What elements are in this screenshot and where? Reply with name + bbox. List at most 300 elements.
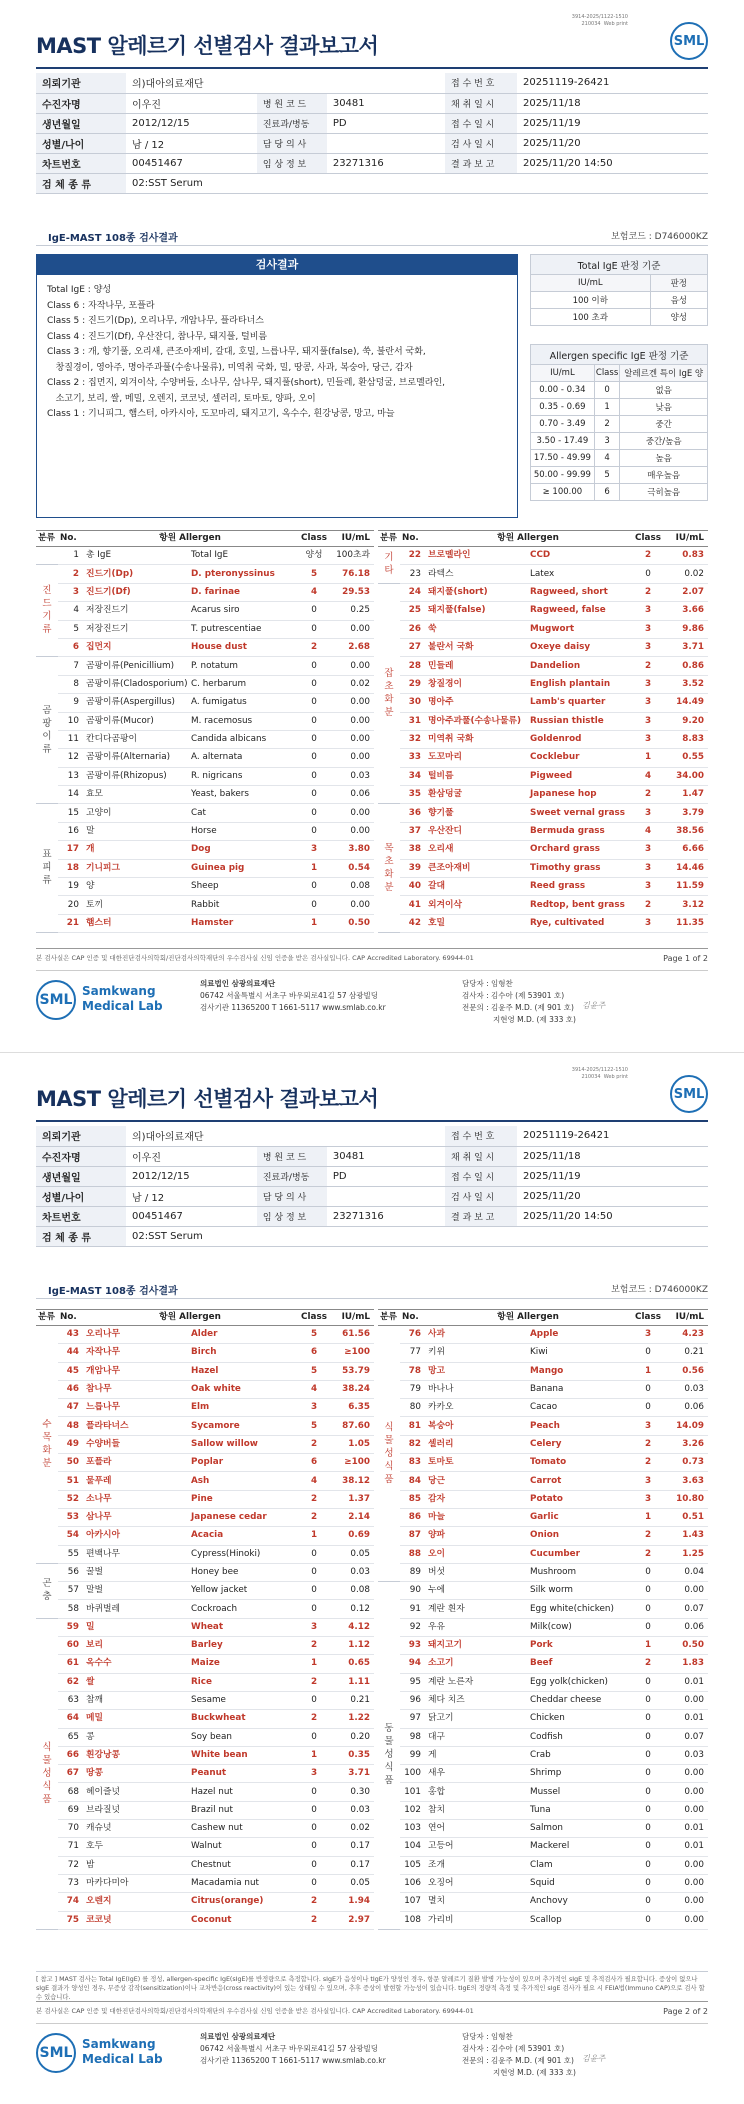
allergen-iu: 76.18: [332, 565, 374, 583]
col-class: Class: [630, 531, 666, 547]
criteria-cell: 2: [594, 416, 620, 433]
allergen-group: [36, 657, 58, 804]
allergen-iu: 2.68: [332, 638, 374, 656]
allergen-en: Elm: [189, 1399, 296, 1417]
allergen-en: Codfish: [528, 1728, 630, 1746]
staff-line: 검사자 : 김수아 (제 53901 호): [462, 2044, 565, 2053]
section-rule: [36, 245, 708, 246]
allergen-iu: 1.43: [666, 1527, 708, 1545]
info-doc: [327, 133, 445, 153]
allergen-en: Hazel nut: [189, 1783, 296, 1801]
info-spec_label: 검 체 종 류: [36, 1226, 126, 1246]
result-summary-box: [36, 254, 518, 518]
allergen-no: 22: [400, 547, 426, 565]
allergen-en: Potato: [528, 1490, 630, 1508]
allergen-row: [36, 1344, 374, 1362]
allergen-iu: 9.20: [666, 712, 708, 730]
allergen-no: 75: [58, 1911, 84, 1929]
doctor-signature: 김윤주: [582, 2054, 606, 2063]
allergen-class: 3: [630, 694, 666, 712]
allergen-iu: 38.56: [666, 822, 708, 840]
group-label: 기타: [384, 552, 394, 577]
accreditation-note: 본 검사실은 CAP 인증 및 대한진단검사의학회/진단검사의학재단의 우수검사실 신임 인증을 받은 검사실입니다. CAP Accredited Laboratory. 69944-01: [36, 2007, 474, 2015]
allergen-no: 69: [58, 1801, 84, 1819]
allergen-class: 2: [630, 1435, 666, 1453]
allergen-en: House dust: [189, 638, 296, 656]
allergen-no: 49: [58, 1435, 84, 1453]
info-name_label: 수진자명: [36, 93, 126, 113]
allergen-kr: 헤이즐넛: [84, 1783, 189, 1801]
allergen-en: Dog: [189, 841, 296, 859]
allergen-kr: 삼나무: [84, 1508, 189, 1526]
allergen-class: 1: [296, 1655, 332, 1673]
allergen-kr: 총 IgE: [84, 547, 189, 565]
allergen-iu: 1.05: [332, 1435, 374, 1453]
insurance-code: 보험코드 : D746000KZ: [611, 232, 708, 242]
allergen-en: Crab: [528, 1746, 630, 1764]
allergen-kr: 게: [426, 1746, 528, 1764]
allergen-class: 6: [296, 1454, 332, 1472]
allergen-kr: 외겨이삭: [426, 896, 528, 914]
criteria-cell: 중간/높음: [620, 433, 708, 450]
allergen-no: 71: [58, 1838, 84, 1856]
allergen-en: Citrus(orange): [189, 1893, 296, 1911]
allergen-class: 2: [630, 583, 666, 601]
allergen-no: 5: [58, 620, 84, 638]
allergen-iu: 0.03: [666, 1746, 708, 1764]
allergen-class: 3: [630, 914, 666, 932]
allergen-no: 50: [58, 1454, 84, 1472]
info-sex_label: 성별/나이: [36, 1186, 126, 1206]
header-rule: [36, 67, 708, 69]
col-class: Class: [630, 1310, 666, 1326]
info-chart_label: 차트번호: [36, 153, 126, 173]
allergen-en: Ash: [189, 1472, 296, 1490]
allergen-en: Soy bean: [189, 1728, 296, 1746]
allergen-en: Shrimp: [528, 1765, 630, 1783]
allergen-en: Alder: [189, 1326, 296, 1344]
allergen-iu: 0.83: [666, 547, 708, 565]
lab-org: 의료법인 삼광의료재단: [200, 2032, 276, 2041]
allergen-group: [378, 804, 400, 933]
allergen-class: 0: [296, 1783, 332, 1801]
allergen-no: 87: [400, 1527, 426, 1545]
allergen-no: 41: [400, 896, 426, 914]
allergen-kr: 향기풀: [426, 804, 528, 822]
allergen-row: [378, 1801, 708, 1819]
allergen-no: 46: [58, 1380, 84, 1398]
allergen-kr: 말벌: [84, 1582, 189, 1600]
allergen-en: Russian thistle: [528, 712, 630, 730]
allergen-iu: 0.07: [666, 1600, 708, 1618]
allergen-kr: 코코넛: [84, 1911, 189, 1929]
section-title: IgE-MAST 108종 검사결과: [48, 1286, 178, 1297]
allergen-row: [36, 1472, 374, 1490]
allergen-class: 3: [630, 712, 666, 730]
allergen-no: 101: [400, 1783, 426, 1801]
allergen-row: [378, 1380, 708, 1398]
col-no: No.: [400, 1310, 426, 1326]
allergen-no: 34: [400, 767, 426, 785]
criteria-cell: 100 초과: [531, 309, 651, 326]
allergen-row: [36, 896, 374, 914]
col-class: Class: [296, 1310, 332, 1326]
allergen-group: [36, 1563, 58, 1618]
allergen-kr: 새우: [426, 1765, 528, 1783]
allergen-class: 1: [630, 1637, 666, 1655]
allergen-iu: 11.35: [666, 914, 708, 932]
allergen-class: 1: [296, 859, 332, 877]
allergen-no: 4: [58, 602, 84, 620]
allergen-iu: 0.21: [332, 1691, 374, 1709]
allergen-en: D. farinae: [189, 583, 296, 601]
allergen-en: Japanese cedar: [189, 1508, 296, 1526]
allergen-row: [378, 749, 708, 767]
allergen-kr: 체다 치즈: [426, 1691, 528, 1709]
allergen-class: 4: [630, 822, 666, 840]
info-clin: 23271316: [327, 1206, 445, 1226]
allergen-row: [36, 1490, 374, 1508]
allergen-row: [378, 1399, 708, 1417]
info-dept: PD: [327, 1166, 445, 1186]
allergen-class: 0: [296, 822, 332, 840]
allergen-iu: ≥100: [332, 1344, 374, 1362]
allergen-no: 15: [58, 804, 84, 822]
allergen-iu: 6.35: [332, 1399, 374, 1417]
allergen-no: 77: [400, 1344, 426, 1362]
allergen-row: [36, 804, 374, 822]
allergen-kr: 닭고기: [426, 1710, 528, 1728]
allergen-no: 33: [400, 749, 426, 767]
allergen-class: 2: [296, 1435, 332, 1453]
criteria-row: [531, 467, 708, 484]
lab-brand: [82, 2037, 163, 2067]
allergen-table: [36, 530, 374, 933]
criteria-cell: 4: [594, 450, 620, 467]
allergen-class: 2: [630, 786, 666, 804]
allergen-en: Sycamore: [189, 1417, 296, 1435]
allergen-class: 0: [630, 1399, 666, 1417]
group-label: 곰팡이류: [42, 704, 52, 755]
allergen-kr: 흰강낭콩: [84, 1746, 189, 1764]
info-name: 이우진: [126, 93, 257, 113]
criteria-cell: 높음: [620, 450, 708, 467]
allergen-kr: 호두: [84, 1838, 189, 1856]
allergen-no: 100: [400, 1765, 426, 1783]
allergen-kr: 민들레: [426, 657, 528, 675]
allergen-kr: 우산잔디: [426, 822, 528, 840]
allergen-kr: 대구: [426, 1728, 528, 1746]
allergen-row: [36, 1637, 374, 1655]
allergen-kr: 미역취 국화: [426, 730, 528, 748]
allergen-class: 4: [630, 767, 666, 785]
info-code_label: 병 원 코 드: [257, 1146, 327, 1166]
allergen-no: 54: [58, 1527, 84, 1545]
allergen-kr: 갈대: [426, 878, 528, 896]
criteria-row: [531, 309, 708, 326]
info-test_label: 검 사 일 시: [445, 133, 517, 153]
allergen-kr: 브로멜라인: [426, 547, 528, 565]
allergen-class: 5: [296, 565, 332, 583]
allergen-en: Honey bee: [189, 1563, 296, 1581]
allergen-no: 2: [58, 565, 84, 583]
criteria-cell: 없음: [620, 382, 708, 399]
criteria-row: [531, 433, 708, 450]
allergen-kr: 감자: [426, 1490, 528, 1508]
criteria-cell: 0.35 - 0.69: [531, 399, 595, 416]
allergen-class: 1: [630, 1362, 666, 1380]
allergen-row: [378, 694, 708, 712]
col-allergen: 항원 Allergen: [84, 1310, 296, 1326]
info-spec: 02:SST Serum: [126, 1226, 708, 1246]
allergen-kr: 진드기(Df): [84, 583, 189, 601]
allergen-row: [36, 675, 374, 693]
allergen-kr: 브라질넛: [84, 1801, 189, 1819]
allergen-row: [378, 786, 708, 804]
allergen-iu: ≥100: [332, 1454, 374, 1472]
allergen-no: 92: [400, 1618, 426, 1636]
allergen-no: 66: [58, 1746, 84, 1764]
allergen-class: 0: [296, 749, 332, 767]
criteria-head: Class: [594, 365, 620, 382]
allergen-iu: 4.12: [332, 1618, 374, 1636]
allergen-row: [378, 1691, 708, 1709]
allergen-en: Latex: [528, 565, 630, 583]
info-code: 30481: [327, 93, 445, 113]
allergen-iu: 1.94: [332, 1893, 374, 1911]
allergen-en: Barley: [189, 1637, 296, 1655]
allergen-row: [36, 638, 374, 656]
allergen-class: 3: [630, 1472, 666, 1490]
allergen-class: 3: [630, 841, 666, 859]
staff-line: 검사자 : 김수아 (제 53901 호): [462, 991, 565, 1000]
allergen-no: 108: [400, 1911, 426, 1929]
allergen-row: [36, 1893, 374, 1911]
result-summary-header: 검사결과: [37, 255, 517, 275]
allergen-kr: 누에: [426, 1582, 528, 1600]
allergen-iu: 0.73: [666, 1454, 708, 1472]
allergen-row: [36, 694, 374, 712]
criteria-cell: 1: [594, 399, 620, 416]
allergen-no: 23: [400, 565, 426, 583]
allergen-class: 2: [630, 896, 666, 914]
lab-footer: [36, 978, 708, 1038]
group-label: 식물성식품: [42, 1741, 52, 1805]
allergen-kr: 자작나무: [84, 1344, 189, 1362]
allergen-iu: 0.02: [332, 1820, 374, 1838]
col-iu: IU/mL: [332, 531, 374, 547]
allergen-class: 4: [296, 1380, 332, 1398]
result-summary-body: [37, 275, 517, 431]
allergen-group: [378, 583, 400, 804]
allergen-class: 0: [630, 1746, 666, 1764]
allergen-en: Cypress(Hinoki): [189, 1545, 296, 1563]
lab-tel: 검사기관 11365200 T 1661-5117 www.smlab.co.kr: [200, 1003, 386, 1012]
allergen-kr: 돼지풀(short): [426, 583, 528, 601]
allergen-row: [378, 859, 708, 877]
allergen-iu: 3.66: [666, 602, 708, 620]
allergen-class: 0: [296, 620, 332, 638]
allergen-kr: 불란서 국화: [426, 638, 528, 656]
allergen-no: 73: [58, 1874, 84, 1892]
criteria-cell: 낮음: [620, 399, 708, 416]
allergen-kr: 우유: [426, 1618, 528, 1636]
allergen-no: 61: [58, 1655, 84, 1673]
info-doc_label: 담 당 의 사: [257, 133, 327, 153]
brand-line-1: Samkwang: [82, 2037, 156, 2051]
allergen-no: 95: [400, 1673, 426, 1691]
allergen-row: [36, 565, 374, 583]
footer-rule-2: [36, 2023, 708, 2024]
allergen-iu: 0.01: [666, 1838, 708, 1856]
lab-org: 의료법인 삼광의료재단: [200, 979, 276, 988]
allergen-en: Dandelion: [528, 657, 630, 675]
allergen-no: 79: [400, 1380, 426, 1398]
result-line: Class 4 : 진드기(Df), 우산잔디, 참나무, 돼지풀, 털비름: [47, 331, 268, 342]
allergen-en: Onion: [528, 1527, 630, 1545]
criteria-head: IU/mL: [531, 275, 651, 292]
allergen-class: 1: [630, 749, 666, 767]
info-rcpt: 2025/11/19: [517, 1166, 708, 1186]
info-recv_label: 접 수 번 호: [445, 1126, 517, 1146]
allergen-en: Orchard grass: [528, 841, 630, 859]
allergen-iu: 0.01: [666, 1820, 708, 1838]
allergen-class: 3: [630, 878, 666, 896]
allergen-iu: 0.56: [666, 1362, 708, 1380]
allergen-no: 18: [58, 859, 84, 877]
criteria-cell: 3.50 - 17.49: [531, 433, 595, 450]
lab-staff: [462, 2031, 576, 2079]
info-sex: 남 / 12: [126, 1186, 257, 1206]
allergen-en: Egg white(chicken): [528, 1600, 630, 1618]
info-report_label: 결 과 보 고: [445, 1206, 517, 1226]
info-dept_label: 진료과/병동: [257, 113, 327, 133]
footer-rule: [36, 948, 708, 949]
allergen-no: 91: [400, 1600, 426, 1618]
allergen-no: 63: [58, 1691, 84, 1709]
allergen-iu: 1.83: [666, 1655, 708, 1673]
allergen-en: Candida albicans: [189, 730, 296, 748]
allergen-class: 3: [296, 1765, 332, 1783]
allergen-no: 37: [400, 822, 426, 840]
sml-footer-logo: SML: [36, 980, 76, 1020]
allergen-no: 43: [58, 1326, 84, 1344]
allergen-en: Walnut: [189, 1838, 296, 1856]
allergen-en: Egg yolk(chicken): [528, 1673, 630, 1691]
allergen-en: Kiwi: [528, 1344, 630, 1362]
staff-line: 전문의 : 김윤주 M.D. (제 901 호): [462, 2056, 574, 2065]
group-label: 수목화분: [42, 1418, 52, 1469]
allergen-no: 11: [58, 730, 84, 748]
col-class: Class: [296, 531, 332, 547]
allergen-en: Redtop, bent grass: [528, 896, 630, 914]
allergen-class: 0: [296, 1582, 332, 1600]
allergen-en: Peach: [528, 1417, 630, 1435]
allergen-row: [36, 1618, 374, 1636]
allergen-kr: 오리나무: [84, 1326, 189, 1344]
allergen-iu: 0.01: [666, 1710, 708, 1728]
allergen-group: [36, 1326, 58, 1564]
allergen-kr: 곰팡이류(Alternaria): [84, 749, 189, 767]
allergen-no: 52: [58, 1490, 84, 1508]
criteria-cell: 0.00 - 0.34: [531, 382, 595, 399]
info-birth: 2012/12/15: [126, 1166, 257, 1186]
allergen-iu: 29.53: [332, 583, 374, 601]
allergen-class: 3: [630, 730, 666, 748]
allergen-no: 9: [58, 694, 84, 712]
sml-footer-logo: SML: [36, 2033, 76, 2073]
allergen-class: 5: [296, 1417, 332, 1435]
allergen-no: 28: [400, 657, 426, 675]
allergen-en: Buckwheat: [189, 1710, 296, 1728]
allergen-row: [36, 1655, 374, 1673]
allergen-iu: 0.30: [332, 1783, 374, 1801]
allergen-kr: 콩: [84, 1728, 189, 1746]
allergen-kr: 메밀: [84, 1710, 189, 1728]
info-dept_label: 진료과/병동: [257, 1166, 327, 1186]
allergen-en: Mango: [528, 1362, 630, 1380]
allergen-no: 51: [58, 1472, 84, 1490]
allergen-class: 3: [630, 1417, 666, 1435]
allergen-en: P. notatum: [189, 657, 296, 675]
allergen-row: [36, 1765, 374, 1783]
col-iu: IU/mL: [666, 1310, 708, 1326]
allergen-kr: 마늘: [426, 1508, 528, 1526]
allergen-iu: 38.24: [332, 1380, 374, 1398]
allergen-iu: 0.00: [666, 1801, 708, 1819]
allergen-table: [378, 1309, 708, 1930]
allergen-row: [378, 1655, 708, 1673]
allergen-kr: 옥수수: [84, 1655, 189, 1673]
info-test_label: 검 사 일 시: [445, 1186, 517, 1206]
info-doc_label: 담 당 의 사: [257, 1186, 327, 1206]
allergen-no: 104: [400, 1838, 426, 1856]
allergen-group: [36, 565, 58, 657]
allergen-class: 0: [630, 1380, 666, 1398]
allergen-en: Mushroom: [528, 1563, 630, 1581]
allergen-row: [36, 841, 374, 859]
allergen-en: Cucumber: [528, 1545, 630, 1563]
criteria-cell: 양성: [650, 309, 707, 326]
criteria-row: [531, 416, 708, 433]
staff-line: 지현영 M.D. (제 333 호): [462, 1015, 576, 1024]
allergen-row: [378, 896, 708, 914]
allergen-en: Rye, cultivated: [528, 914, 630, 932]
allergen-class: 2: [296, 1508, 332, 1526]
info-sex: 남 / 12: [126, 133, 257, 153]
allergen-iu: 0.54: [332, 859, 374, 877]
allergen-en: Cashew nut: [189, 1820, 296, 1838]
col-no: No.: [58, 1310, 84, 1326]
allergen-row: [378, 1710, 708, 1728]
allergen-no: 25: [400, 602, 426, 620]
allergen-no: 42: [400, 914, 426, 932]
allergen-no: 80: [400, 1399, 426, 1417]
allergen-iu: 3.26: [666, 1435, 708, 1453]
allergen-no: 7: [58, 657, 84, 675]
allergen-kr: 밤: [84, 1856, 189, 1874]
allergen-class: 1: [296, 1527, 332, 1545]
allergen-row: [378, 602, 708, 620]
allergen-iu: 0.00: [666, 1783, 708, 1801]
allergen-no: 83: [400, 1454, 426, 1472]
info-birth_label: 생년월일: [36, 113, 126, 133]
allergen-class: 0: [296, 675, 332, 693]
col-no: No.: [58, 531, 84, 547]
criteria-cell: 5: [594, 467, 620, 484]
allergen-row: [36, 712, 374, 730]
allergen-kr: 창질경이: [426, 675, 528, 693]
